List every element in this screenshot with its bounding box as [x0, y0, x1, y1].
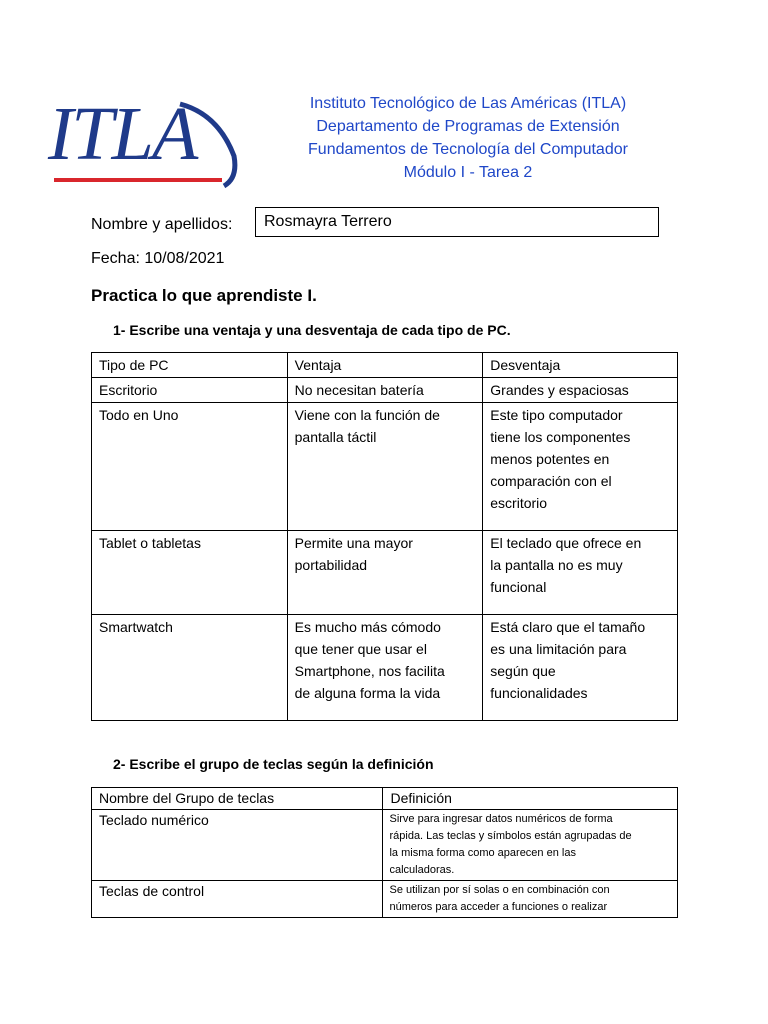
table-row — [92, 403, 678, 531]
section-title: Practica lo que aprendiste I. — [91, 286, 317, 305]
pc-types-table — [91, 352, 678, 721]
header-line-department: Departamento de Programas de Extensión — [316, 118, 620, 135]
table-cell: Smartwatch — [92, 615, 288, 721]
table-cell: Se utilizan por sí solas o en combinación con números para acceder a funciones o realizar — [383, 881, 678, 918]
header-cell: Ventaja — [287, 353, 483, 378]
key-groups-table — [91, 787, 678, 918]
table-cell: Permite una mayor portabilidad — [287, 531, 483, 615]
table-cell: Todo en Uno — [92, 403, 288, 531]
table-row — [92, 881, 678, 918]
table-cell: Grandes y espaciosas — [483, 378, 678, 403]
question-1: 1- Escribe una ventaja y una desventaja de cada tipo de PC. — [113, 322, 511, 338]
logo-text: ITLA — [48, 92, 197, 176]
table-cell: Teclado numérico — [92, 810, 383, 881]
name-label: Nombre y apellidos: — [91, 216, 233, 233]
table-row — [92, 810, 678, 881]
table-cell: No necesitan batería — [287, 378, 483, 403]
table-cell: Teclas de control — [92, 881, 383, 918]
table-cell: Escritorio — [92, 378, 288, 403]
institution-header — [268, 92, 668, 184]
header-cell: Nombre del Grupo de teclas — [92, 788, 383, 810]
table-cell: Está claro que el tamaño es una limitación para según que funcionalidades — [483, 615, 678, 721]
date-line: Fecha: 10/08/2021 — [91, 250, 225, 267]
name-field[interactable] — [255, 207, 659, 237]
header-line-course: Fundamentos de Tecnología del Computador — [308, 141, 628, 158]
name-value: Rosmayra Terrero — [264, 213, 392, 230]
question-2: 2- Escribe el grupo de teclas según la definición — [113, 756, 434, 772]
header-line-module: Módulo I - Tarea 2 — [403, 164, 533, 181]
itla-logo — [48, 92, 240, 196]
table-cell: Tablet o tabletas — [92, 531, 288, 615]
header-cell: Tipo de PC — [92, 353, 288, 378]
table-cell: Viene con la función de pantalla táctil — [287, 403, 483, 531]
header-cell: Desventaja — [483, 353, 678, 378]
header-line-institute: Instituto Tecnológico de Las Américas (ITLA) — [309, 95, 627, 112]
logo-swoosh-icon — [48, 92, 240, 196]
table-header-row — [92, 353, 678, 378]
table-cell: Este tipo computador tiene los componentes menos potentes en comparación con el escritorio — [483, 403, 678, 531]
table-row — [92, 615, 678, 721]
table-header-row — [92, 788, 678, 810]
header-cell: Definición — [383, 788, 678, 810]
table-cell: Es mucho más cómodo que tener que usar el Smartphone, nos facilita de alguna forma la vida — [287, 615, 483, 721]
table-cell: El teclado que ofrece en la pantalla no es muy funcional — [483, 531, 678, 615]
table-row — [92, 531, 678, 615]
table-cell: Sirve para ingresar datos numéricos de forma rápida. Las teclas y símbolos están agrupadas de la misma forma como aparecen en las calculadoras. — [383, 810, 678, 881]
table-row — [92, 378, 678, 403]
